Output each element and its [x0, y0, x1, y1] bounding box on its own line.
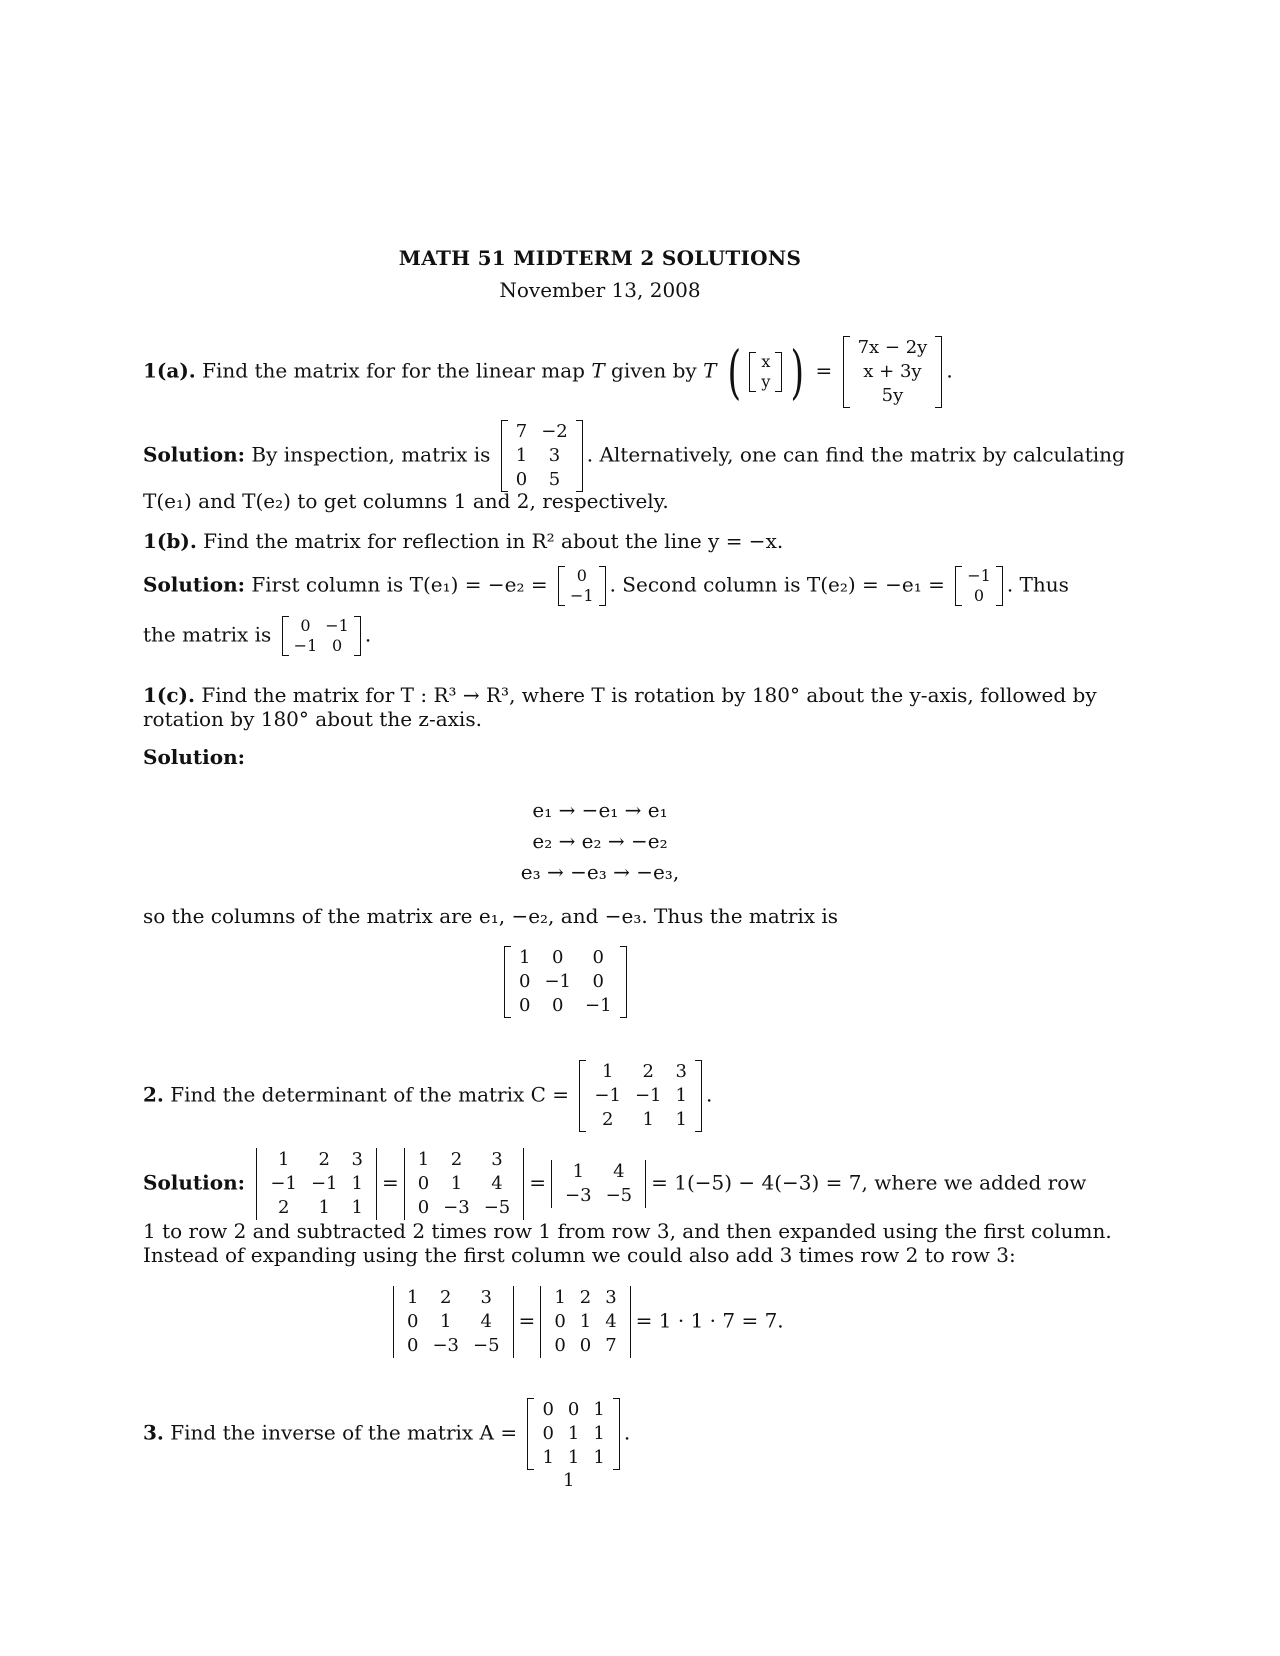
- solution-1a-text1: By inspection, matrix is: [251, 442, 491, 467]
- matrix-a-entry: 1: [567, 1423, 580, 1444]
- determinant-2-entry: 0: [417, 1197, 430, 1218]
- basis-mapping: [480, 795, 720, 888]
- rotation-matrix-entry: 1: [519, 947, 531, 968]
- rotation-matrix-row: [512, 946, 619, 970]
- problem-3-label: 3.: [143, 1420, 164, 1445]
- determinant-5-entry: 4: [605, 1311, 617, 1332]
- column-2-vector: [955, 566, 1003, 606]
- matrix-a-row: [535, 1422, 611, 1446]
- column-2-vector-entry: 0: [973, 586, 985, 605]
- determinant-2-entry: −5: [483, 1197, 511, 1218]
- matrix-a-entry: 1: [593, 1399, 605, 1420]
- determinant-2-row: [411, 1196, 518, 1220]
- page-date: November 13, 2008: [499, 278, 701, 302]
- matrix-a-entry: 1: [593, 1423, 605, 1444]
- determinant-2-entry: 1: [417, 1149, 430, 1170]
- page-number: 1: [563, 1470, 575, 1491]
- problem-1a: 1(a). Find the matrix for for the linear map T given by T ( x y ) = 7x − 2y x + 3y 5y .: [143, 337, 953, 406]
- determinant-1-entry: 2: [318, 1149, 330, 1170]
- column-2-vector-entry: −1: [967, 566, 991, 585]
- determinant-5-entry: 1: [554, 1287, 566, 1308]
- problem-2-label: 2.: [143, 1082, 164, 1107]
- determinant-4-row: [400, 1334, 507, 1358]
- determinant-3-entry: 1: [572, 1161, 585, 1182]
- problem-3-text: Find the inverse of the matrix A =: [170, 1420, 518, 1445]
- determinant-2-row: [411, 1148, 518, 1172]
- column-1-vector-row: [566, 566, 598, 586]
- mapping-e3: e₃ → −e₃ → −e₃,: [520, 860, 680, 884]
- rotation-matrix-wrap: [500, 946, 631, 1018]
- determinant-1-row: [263, 1196, 370, 1220]
- mapping-e1: e₁ → −e₁ → e₁: [532, 798, 668, 822]
- determinant-4-row: [400, 1310, 507, 1334]
- determinant-1-entry: 3: [351, 1149, 363, 1170]
- reflection-matrix-entry: 0: [300, 616, 311, 635]
- solution-1b-text1: First column is T(e₁) = −e₂ =: [251, 572, 548, 597]
- determinant-4-row: [400, 1286, 507, 1310]
- determinant-3-entry: 4: [613, 1161, 625, 1182]
- matrix-a: [527, 1398, 619, 1470]
- problem-1c: [143, 682, 1097, 708]
- determinant-4-entry: −5: [473, 1335, 500, 1356]
- determinant-4-entry: 2: [440, 1287, 452, 1308]
- rotation-matrix-entry: 0: [552, 995, 564, 1016]
- matrix-c-entry: 2: [642, 1061, 654, 1082]
- column-1-vector-row: [566, 586, 598, 606]
- determinant-5-entry: 0: [554, 1311, 566, 1332]
- solution-1b-text2: . Second column is T(e₂) = −e₁ =: [609, 572, 945, 597]
- solution-2-text2: 1 to row 2 and subtracted 2 times row 1 from row 3, and then expanded using the first column.: [143, 1219, 1112, 1243]
- problem-1a-text: Find the matrix for for the linear map: [202, 358, 585, 383]
- output-vector: [843, 336, 943, 408]
- column-2-vector-row: [963, 566, 995, 586]
- determinant-1-entry: 1: [318, 1197, 330, 1218]
- determinant-1-entry: 2: [277, 1197, 290, 1218]
- solution-1a-matrix-entry: 5: [548, 469, 561, 490]
- solution-2-eq: = 1(−5) − 4(−3) = 7, where we added row: [651, 1170, 1087, 1195]
- solution-1a-matrix: [501, 420, 583, 492]
- equals-sign: =: [815, 358, 833, 383]
- solution-2-alt: 1 2 3 0 1 4 0 −3 −5 = 1 2 3 0 1 4 0 0 7 = 1 · 1 · 7 = 7.: [388, 1286, 784, 1358]
- determinant-3-row: [558, 1160, 639, 1184]
- matrix-c-entry: 1: [601, 1061, 614, 1082]
- close-paren: ): [790, 338, 805, 406]
- solution-1a-matrix-entry: 0: [515, 469, 528, 490]
- input-vector-row: [757, 372, 774, 392]
- determinant-2-entry: 3: [491, 1149, 503, 1170]
- determinant-1-entry: 1: [277, 1149, 290, 1170]
- solution-1c-label: Solution:: [143, 745, 246, 769]
- solution-1b: [143, 566, 1069, 606]
- output-vector-row: [851, 360, 935, 384]
- determinant-3-entry: −3: [565, 1185, 592, 1206]
- determinant-5-entry: 0: [579, 1335, 592, 1356]
- determinant-4-entry: 0: [407, 1311, 419, 1332]
- determinant-1: [255, 1148, 378, 1220]
- matrix-a-row: [535, 1446, 611, 1470]
- matrix-c-entry: 2: [601, 1109, 614, 1130]
- matrix-c-entry: 1: [675, 1109, 687, 1130]
- t-symbol: T: [591, 358, 605, 383]
- determinant-5: [539, 1286, 631, 1358]
- solution-1a-matrix-row: [509, 420, 575, 444]
- problem-1c-label: 1(c).: [143, 683, 195, 707]
- determinant-3-row: [558, 1184, 639, 1208]
- determinant-3: [550, 1160, 647, 1208]
- t-symbol-2: T: [703, 358, 717, 383]
- rotation-matrix-entry: 0: [592, 971, 604, 992]
- solution-1a-text2: . Alternatively, one can find the matrix by calculating: [586, 442, 1125, 467]
- input-vector: [749, 352, 782, 392]
- rotation-matrix-entry: 0: [592, 947, 604, 968]
- reflection-matrix: [282, 616, 361, 656]
- reflection-matrix-entry: 0: [331, 636, 343, 655]
- determinant-2-entry: 0: [417, 1173, 430, 1194]
- column-1-vector-entry: −1: [569, 586, 594, 605]
- matrix-c-row: [587, 1060, 694, 1084]
- solution-2-text3: Instead of expanding using the first column we could also add 3 times row 2 to row 3:: [143, 1243, 1016, 1267]
- solution-2: Solution: 1 2 3 −1 −1 1 2 1 1 = 1 2 3 0 1 4 0 −3 −5 = 1 4 −3 −5 = 1(−5) − 4(−3) = 7, where we added row: [143, 1149, 1087, 1218]
- determinant-5-entry: 3: [605, 1287, 617, 1308]
- determinant-5-entry: 2: [579, 1287, 592, 1308]
- rotation-matrix-row: [512, 994, 619, 1018]
- output-vector-entry: 7x − 2y: [857, 337, 928, 358]
- matrix-c-entry: 3: [675, 1061, 687, 1082]
- determinant-2-entry: 1: [450, 1173, 463, 1194]
- solution-label: Solution:: [143, 442, 246, 467]
- input-vector-entry: y: [761, 372, 771, 391]
- determinant-5-entry: 0: [554, 1335, 566, 1356]
- rotation-matrix-entry: −1: [544, 971, 571, 992]
- problem-1c-text2: rotation by 180° about the z-axis.: [143, 707, 482, 731]
- solution-1b-text3: . Thus: [1006, 572, 1069, 597]
- matrix-c: [579, 1060, 702, 1132]
- determinant-1-entry: 1: [351, 1173, 363, 1194]
- input-vector-row: [757, 352, 774, 372]
- determinant-4-entry: 1: [440, 1311, 452, 1332]
- determinant-1-entry: −1: [270, 1173, 297, 1194]
- matrix-a-row: [535, 1398, 611, 1422]
- determinant-1-entry: −1: [310, 1173, 338, 1194]
- solution-1b-matrix-line: the matrix is 0 −1 −1 0 .: [143, 616, 372, 655]
- problem-3: 3. Find the inverse of the matrix A = 0 0 1 0 1 1 1 1 1 .: [143, 1399, 631, 1468]
- determinant-4-entry: −3: [432, 1335, 459, 1356]
- input-vector-entry: x: [761, 352, 771, 371]
- determinant-5-entry: 1: [579, 1311, 592, 1332]
- rotation-matrix-entry: 0: [519, 971, 531, 992]
- matrix-c-entry: 1: [642, 1109, 654, 1130]
- problem-1b-text: Find the matrix for reflection in R² about the line y = −x.: [203, 529, 784, 553]
- rotation-matrix-entry: 0: [519, 995, 531, 1016]
- output-vector-row: [851, 336, 935, 360]
- solution-1a-text3: T(e₁) and T(e₂) to get columns 1 and 2, respectively.: [143, 489, 669, 513]
- determinant-1-row: [263, 1148, 370, 1172]
- mapping-e2: e₂ → e₂ → −e₂: [532, 829, 668, 853]
- solution-2-result: = 1 · 1 · 7 = 7.: [635, 1308, 784, 1333]
- solution-label: Solution:: [143, 1170, 246, 1195]
- determinant-4: [392, 1286, 515, 1358]
- problem-1b: [143, 528, 783, 554]
- matrix-a-entry: 1: [593, 1447, 605, 1468]
- matrix-a-entry: 0: [542, 1423, 554, 1444]
- matrix-a-entry: 0: [542, 1399, 554, 1420]
- determinant-4-entry: 4: [480, 1311, 492, 1332]
- problem-2-text: Find the determinant of the matrix C =: [170, 1082, 570, 1107]
- matrix-c-entry: −1: [594, 1085, 621, 1106]
- determinant-1-entry: 1: [351, 1197, 363, 1218]
- column-1-vector: [558, 566, 606, 606]
- solution-1a-matrix-row: [509, 444, 575, 468]
- determinant-5-row: [547, 1286, 623, 1310]
- matrix-a-entry: 1: [542, 1447, 554, 1468]
- matrix-c-row: [587, 1084, 694, 1108]
- determinant-2-entry: 2: [450, 1149, 463, 1170]
- rotation-matrix-row: [512, 970, 619, 994]
- matrix-c-entry: 1: [675, 1085, 687, 1106]
- solution-1a-matrix-entry: 7: [515, 421, 528, 442]
- matrix-a-entry: 0: [567, 1399, 580, 1420]
- determinant-5-entry: 7: [605, 1335, 617, 1356]
- rotation-matrix-entry: 0: [552, 947, 564, 968]
- page-title: MATH 51 MIDTERM 2 SOLUTIONS: [398, 246, 802, 270]
- solution-label: Solution:: [143, 572, 246, 597]
- output-vector-entry: 5y: [881, 385, 904, 406]
- reflection-matrix-entry: −1: [293, 636, 318, 655]
- problem-2: 2. Find the determinant of the matrix C = 1 2 3 −1 −1 1 2 1 1 .: [143, 1061, 713, 1130]
- matrix-c-row: [587, 1108, 694, 1132]
- column-1-vector-entry: 0: [576, 566, 587, 585]
- solution-1a-matrix-entry: 1: [515, 445, 528, 466]
- solution-1a: [143, 420, 1125, 492]
- rotation-matrix-entry: −1: [585, 995, 612, 1016]
- output-vector-row: [851, 384, 935, 408]
- reflection-matrix-row: [290, 616, 353, 636]
- solution-1a-matrix-entry: −2: [541, 421, 568, 442]
- open-paren: (: [727, 338, 741, 406]
- determinant-1-row: [263, 1172, 370, 1196]
- determinant-3-entry: −5: [605, 1185, 633, 1206]
- determinant-2-entry: 4: [491, 1173, 503, 1194]
- problem-1a-label: 1(a).: [143, 358, 196, 383]
- problem-1a-text2: given by: [611, 358, 697, 383]
- reflection-matrix-row: [290, 636, 353, 656]
- problem-1c-text1: Find the matrix for T : R³ → R³, where T is rotation by 180° about the y-axis, followed by: [201, 683, 1097, 707]
- matrix-a-entry: 1: [567, 1447, 580, 1468]
- determinant-5-row: [547, 1334, 623, 1358]
- determinant-2-row: [411, 1172, 518, 1196]
- determinant-4-entry: 3: [480, 1287, 492, 1308]
- solution-1c-text: so the columns of the matrix are e₁, −e₂, and −e₃. Thus the matrix is: [143, 904, 839, 928]
- determinant-4-entry: 0: [407, 1335, 419, 1356]
- problem-1b-label: 1(b).: [143, 529, 197, 553]
- determinant-5-row: [547, 1310, 623, 1334]
- column-2-vector-row: [963, 586, 995, 606]
- solution-1a-matrix-entry: 3: [548, 445, 561, 466]
- determinant-2-entry: −3: [443, 1197, 470, 1218]
- determinant-2: [403, 1148, 526, 1220]
- rotation-matrix: [504, 946, 627, 1018]
- matrix-c-entry: −1: [634, 1085, 662, 1106]
- reflection-matrix-entry: −1: [325, 616, 349, 635]
- determinant-4-entry: 1: [407, 1287, 419, 1308]
- solution-1b-text4: the matrix is: [143, 622, 272, 647]
- output-vector-entry: x + 3y: [863, 361, 922, 382]
